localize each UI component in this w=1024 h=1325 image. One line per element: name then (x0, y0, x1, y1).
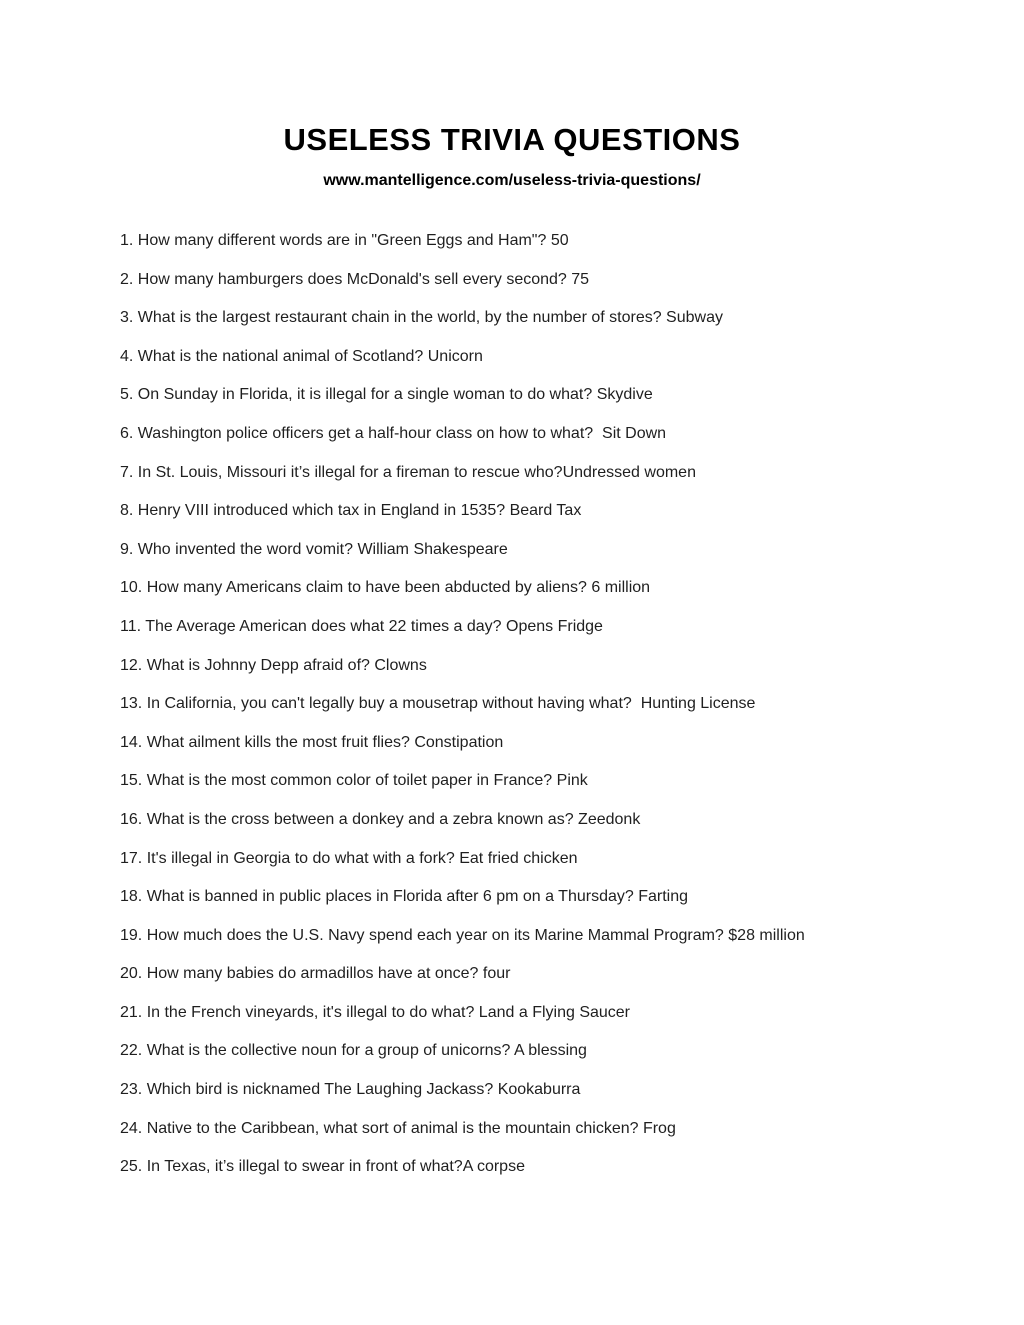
list-item: 12. What is Johnny Depp afraid of? Clowns (120, 656, 427, 674)
list-item: 15. What is the most common color of toilet paper in France? Pink (120, 772, 588, 790)
list-item: 20. How many babies do armadillos have at once? four (120, 965, 511, 983)
list-item: 22. What is the collective noun for a group of unicorns? A blessing (120, 1042, 587, 1060)
list-item: 11. The Average American does what 22 times a day? Opens Fridge (120, 617, 603, 635)
list-item: 18. What is banned in public places in Florida after 6 pm on a Thursday? Farting (120, 888, 689, 906)
list-item: 5. On Sunday in Florida, it is illegal for a single woman to do what? Skydive (120, 386, 653, 404)
list-item: 1. How many different words are in "Green Eggs and Ham"? 50 (120, 232, 569, 249)
page-title: USELESS TRIVIA QUESTIONS (283, 122, 741, 157)
list-item: 4. What is the national animal of Scotland? Unicorn (120, 347, 483, 365)
list-item: 9. Who invented the word vomit? William Shakespeare (120, 540, 508, 558)
list-item: 25. In Texas, it’s illegal to swear in front of what?A corpse (120, 1158, 525, 1176)
list-item: 6. Washington police officers get a half-hour class on how to what? Sit Down (120, 424, 667, 442)
list-item: 7. In St. Louis, Missouri it’s illegal for a fireman to rescue who?Undressed women (120, 463, 696, 481)
list-item: 3. What is the largest restaurant chain in the world, by the number of stores? Subway (120, 309, 723, 327)
list-item: 13. In California, you can't legally buy a mousetrap without having what? Hunting License (120, 695, 756, 713)
list-item: 10. How many Americans claim to have been abducted by aliens? 6 million (120, 579, 651, 597)
source-url: www.mantelligence.com/useless-trivia-questions/ (323, 172, 701, 189)
document-header (0, 0, 1024, 190)
list-item: 21. In the French vineyards, it's illegal to do what? Land a Flying Saucer (120, 1003, 631, 1021)
list-item: 19. How much does the U.S. Navy spend each year on its Marine Mammal Program? $28 million (120, 926, 805, 944)
list-item: 14. What ailment kills the most fruit flies? Constipation (120, 733, 504, 751)
list-item: 23. Which bird is nicknamed The Laughing Jackass? Kookaburra (120, 1081, 581, 1099)
question-list (0, 230, 1024, 1177)
list-item: 17. It's illegal in Georgia to do what with a fork? Eat fried chicken (120, 849, 578, 867)
list-item: 2. How many hamburgers does McDonald's sell every second? 75 (120, 270, 590, 288)
list-item: 24. Native to the Caribbean, what sort of animal is the mountain chicken? Frog (120, 1119, 676, 1137)
list-item: 8. Henry VIII introduced which tax in England in 1535? Beard Tax (120, 502, 582, 520)
list-item: 16. What is the cross between a donkey and a zebra known as? Zeedonk (120, 810, 641, 828)
